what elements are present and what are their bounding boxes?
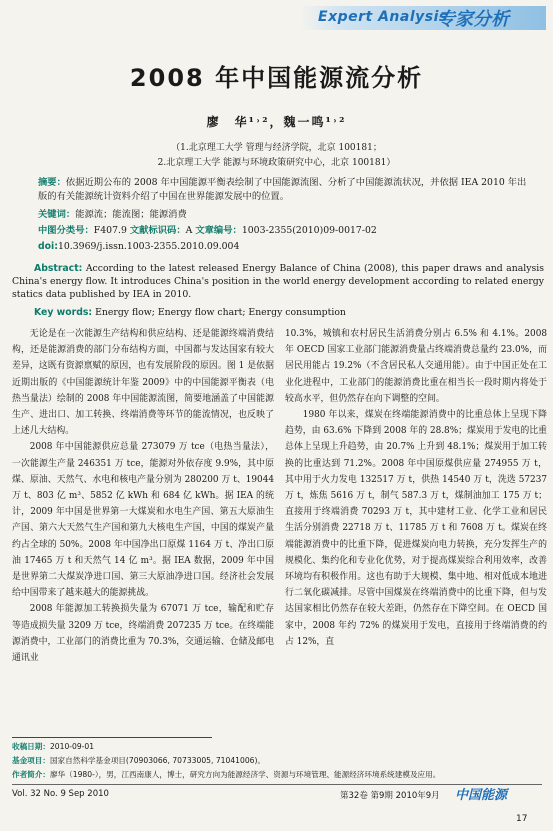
keywords-en-label: Key words: (34, 307, 93, 318)
abstract-en (12, 262, 544, 302)
affiliation-2: 2.北京理工大学 能源与环境政策研究中心，北京 100181） (157, 158, 396, 168)
keywords-en (12, 306, 544, 319)
article-no-label: 文章编号： (195, 225, 242, 236)
abstract-en-text: According to the latest released Energy Balance of China (2008), this paper draws and analysis China's energy flow. It introduces China's position in the world energy development according to related energy statics data published by IEA in 2010. (12, 263, 544, 301)
footnote-author (12, 769, 547, 780)
footer-volume-cn: 第32卷 第9期 2010年9月 (340, 791, 440, 801)
footer-volume-en: Vol. 32 No. 9 Sep 2010 (12, 789, 109, 799)
body-paragraph: 10.3%，城镇和农村居民生活消费分别占 6.5% 和 4.1%。2008 年 OECD 国家工业部门能源消费量占终端消费总量约 23.0%，而居民用能占 19.2%（不含居民私人交通用能）。由于中国正处在工业化进程中，工业部门的能源消费比重在相当长一段时期内将处于较高水平，但仍然存在向下调整的空间。 (285, 329, 547, 404)
abstract-cn-text: 依据近期公布的 2008 年中国能源平衡表绘制了中国能源流图、分析了中国能源流状况，并依据 IEA 2010 年出版的有关能源统计资料介绍了中国在世界能源发展中的位置。 (38, 177, 527, 202)
abstract-cn-label: 摘要： (38, 177, 66, 188)
doi-label: doi: (38, 241, 58, 252)
footnote-rule (12, 737, 212, 738)
author-bio-label: 作者简介： (12, 770, 50, 779)
received-value: 2010-09-01 (49, 742, 95, 751)
keywords-cn (38, 208, 528, 222)
article-title: 2008 年中国能源流分析 (129, 64, 424, 92)
abstract-en-label: Abstract: (34, 263, 83, 274)
doi-line (38, 240, 528, 254)
authors: 廖 华¹˒²，魏一鸣¹˒² (206, 115, 347, 129)
footnote-received (12, 741, 547, 752)
abstract-cn (38, 176, 528, 203)
keywords-cn-label: 关键词： (38, 209, 76, 220)
article-no-value: 1003-2355(2010)09-0017-02 (241, 225, 377, 236)
keywords-cn-text: 能源流；能流图；能源消费 (75, 209, 187, 220)
affiliation-1: （1.北京理工大学 管理与经济学院，北京 100181； (171, 143, 382, 153)
doc-code-label: 文献标识码： (129, 225, 186, 236)
journal-logo: 中国能源 (455, 788, 508, 803)
section-label-cn: 专家分析 (437, 9, 509, 30)
author-bio-value: 廖华（1980-），男，江西南康人，博士，研究方向为能源经济学、资源与环境管理、能源经济环境系统建模及应用。 (49, 770, 441, 779)
keywords-en-text: Energy flow; Energy flow chart; Energy consumption (95, 307, 346, 318)
fund-label: 基金项目： (12, 756, 50, 765)
received-label: 收稿日期： (12, 742, 50, 751)
clc-value: F407.9 (93, 225, 127, 236)
footnote-fund (12, 755, 547, 766)
clc-label: 中图分类号： (38, 225, 94, 236)
classification-line (38, 224, 528, 238)
doi-value: 10.3969/j.issn.1003-2355.2010.09.004 (57, 241, 240, 252)
body-column-left (12, 326, 274, 666)
doc-code-value: A (185, 225, 193, 236)
page-number: 17 (516, 814, 528, 824)
body-column-right (285, 326, 547, 650)
body-paragraph: 无论是在一次能源生产结构和供应结构、还是能源终端消费结构，还是能源消费的部门分布结构方面，中国都与发达国家有较大差异，这既有资源禀赋的原因，也有发展阶段的原因。图 1 是依据近期出版的《中国能源统计年鉴 2009》中的中国能源平衡表（电热当量法）绘制的 2008 年中国能源流图，简要地涵盖了中国能源生产、进出口、加工转换、终端消费等环节的能流情况，也反映了上述几大结构。 (12, 329, 274, 437)
body-paragraph: 1980 年以来，煤炭在终端能源消费中的比重总体上呈现下降趋势，由 63.6% 下降到 2008 年的 28.8%；煤炭用于发电的比重总体上呈现上升趋势，由 20.7% 上升到 48.1%；煤炭用于加工转换的比重达到 71.2%。2008 年中国原煤供应量 274955 万 t，其中用于火力发电 132517 万 t，供热 14540 万 t，洗选 57237 万 t，炼焦 5616 万 t，制气 587.3 万 t，煤制油加工 175 万 t；直接用于终端消费 70293 万 t，其中建材工业、化学工业和居民生活分别消费 22718 万 t、11785 万 t 和 7608 万 t。煤炭在终端能源消费中的比重下降，促进煤炭向电力转换，充分发挥生产的规模化、集约化和专业化优势，对于提高煤炭综合利用效率，改善环境均有积极作用。这也有助于大规模、集中地、相对低成本地进行二氧化碳减排。尽管中国煤炭在终端消费中的比重下降，但与发达国家相比仍然存在较大差距，仍然存在下降空间。在 OECD 国家中，2008 年约 72% 的煤炭用于发电，直接用于终端消费的约占 12%，直 (285, 410, 547, 647)
fund-value: 国家自然科学基金项目(70903066, 70733005, 71041006)。 (49, 756, 266, 765)
section-label-en: Expert Analysis (318, 9, 448, 25)
body-paragraph: 2008 年中国能源供应总量 273079 万 tce（电热当量法），一次能源生产量 246351 万 tce，能源对外依存度 9.9%，其中原煤、原油、天然气、水电和核电产量分别为 280200 万 t、19044 万 t、803 亿 m³、5852 亿 kWh 和 684 亿 kWh。据 IEA 的统计，2009 年中国是世界第一大煤炭和水电生产国、第五大原油生产国、第六大天然气生产国和第九大核电生产国，中国的煤炭产量约占全球的 50%。2008 年中国净出口原煤 1164 万 t、净出口原油 17465 万 t 和天然气 14 亿 m³。据 IEA 数据，2009 年中国是世界第二大煤炭净进口国、第三大原油净进口国。经济社会发展给中国带来了越来越大的能源挑战。 (12, 442, 274, 599)
body-paragraph: 2008 年能源加工转换损失量为 67071 万 tce，输配和贮存等造成损失量 3209 万 tce，终端消费 207235 万 tce。在终端能源消费中，工业部门的消费比重为 70.3%，交通运输、仓储及邮电通讯业 (12, 604, 274, 664)
